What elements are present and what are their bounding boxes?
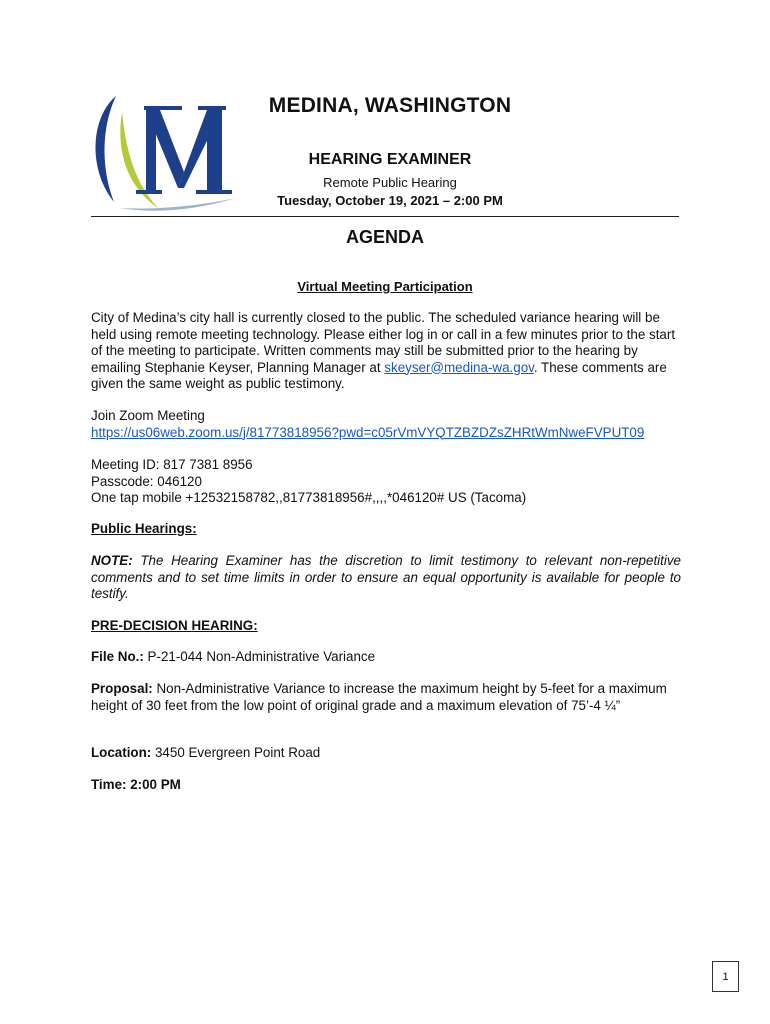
intro-paragraph (91, 310, 681, 393)
passcode: Passcode: 046120 (91, 473, 202, 489)
location-value: 3450 Evergreen Point Road (151, 745, 321, 760)
note-paragraph (91, 553, 681, 603)
note-label: NOTE: (91, 553, 133, 568)
meeting-type: Remote Public Hearing (323, 175, 457, 190)
location-label: Location: (91, 745, 152, 760)
file-number (91, 649, 681, 666)
zoom-meeting-link[interactable]: https://us06web.zoom.us/j/81773818956?pwd=c05rVmVYQTZBZDZsZHRtWmNweFVPUT09 (91, 424, 645, 440)
proposal-value: Non-Administrative Variance to increase the maximum height by 5-feet for a maximum height of 30 feet from the low point of original grade and a maximum elevation of 75’-4 ¼” (91, 681, 667, 713)
location (91, 745, 681, 762)
one-tap-mobile: One tap mobile +12532158782,,81773818956#,,,,*046120# US (Tacoma) (91, 490, 527, 505)
header-divider (91, 216, 679, 217)
hearing-time (91, 777, 681, 794)
meeting-id: Meeting ID: 817 7381 8956 (91, 457, 253, 472)
public-hearings-heading: Public Hearings: (91, 521, 197, 536)
virtual-participation-heading: Virtual Meeting Participation (297, 279, 473, 294)
meeting-date-time: Tuesday, October 19, 2021 – 2:00 PM (277, 193, 503, 208)
intro-text: City of Medina’s city hall is currently closed to the public. The scheduled variance hearing will be held using remote meeting technology. Please either log in or call in a few minutes prior to the start of the meeting to participate. Written comments may still be submitted prior to the hearing by emailing Stephanie Keyser, Planning Manager at (91, 310, 676, 375)
intro-text-end: . These comments are given the same weight as public testimony. (91, 359, 667, 391)
proposal (91, 681, 681, 714)
zoom-block (91, 408, 681, 441)
zoom-label: Join Zoom Meeting (91, 408, 205, 423)
city-title: MEDINA, WASHINGTON (268, 94, 512, 117)
file-value: P-21-044 Non-Administrative Variance (143, 649, 376, 664)
email-link[interactable]: skeyser@medina-wa.gov (384, 359, 534, 375)
pre-decision-heading: PRE-DECISION HEARING: (91, 618, 258, 633)
medina-m-logo-icon (86, 90, 240, 214)
time-label: Time: 2:00 PM (91, 777, 181, 792)
agenda-title: AGENDA (345, 227, 424, 247)
meeting-credentials (91, 457, 681, 507)
page-number: 1 (712, 961, 739, 992)
file-label: File No.: (91, 649, 144, 664)
proposal-label: Proposal: (91, 681, 153, 696)
hearing-examiner-title: HEARING EXAMINER (308, 151, 472, 168)
note-text: The Hearing Examiner has the discretion to limit testimony to relevant non-repetitive comments and to set time limits in order to ensure an equal opportunity is available for people to testify. (91, 553, 681, 601)
